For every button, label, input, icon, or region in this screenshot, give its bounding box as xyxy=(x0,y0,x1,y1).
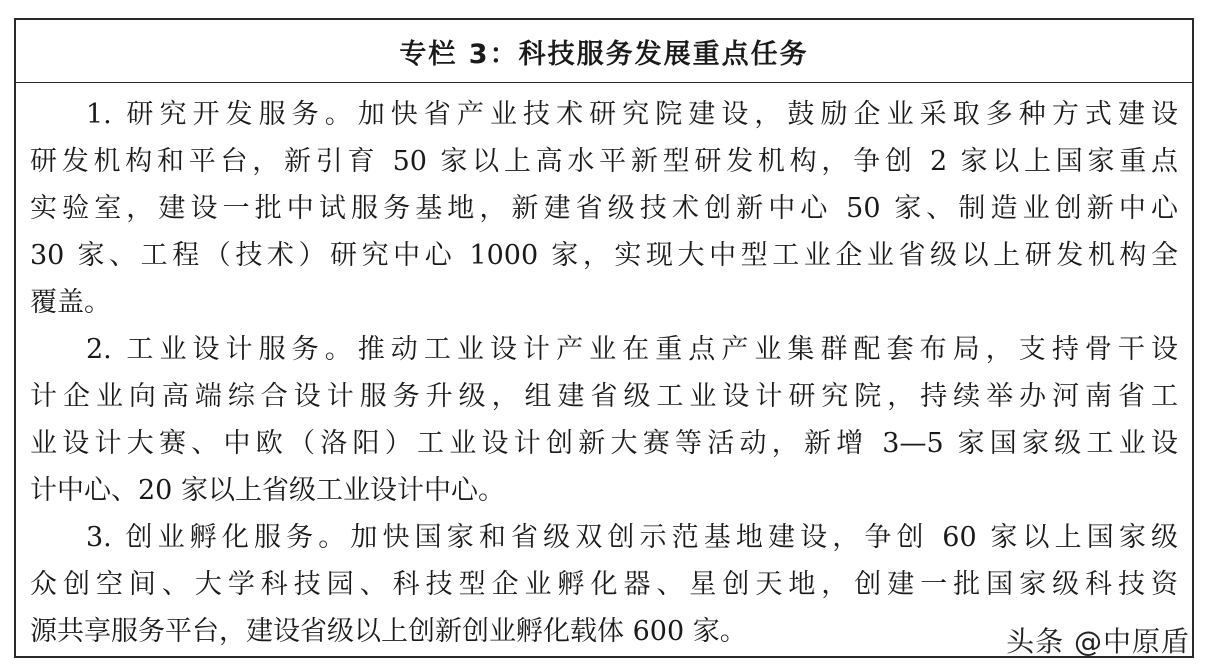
text-line: 计企业向高端综合设计服务升级，组建省级工业设计研究院，持续举办河南省工 xyxy=(30,381,1178,412)
table-title: 专栏 3：科技服务发展重点任务 xyxy=(16,20,1192,83)
paragraph xyxy=(30,91,1178,326)
text-line: 研发机构和平台，新引育 50 家以上高水平新型研发机构，争创 2 家以上国家重点 xyxy=(30,146,1178,177)
text-line: 覆盖。 xyxy=(30,287,111,318)
text-line: 2. 工业设计服务。推动工业设计产业在重点产业集群配套布局，支持骨干设 xyxy=(86,334,1178,365)
text-line: 1. 研究开发服务。加快省产业技术研究院建设，鼓励企业采取多种方式建设 xyxy=(86,99,1178,130)
text-line: 业设计大赛、中欧（洛阳）工业设计创新大赛等活动，新增 3—5 家国家级工业设 xyxy=(30,428,1178,459)
text-line: 源共享服务平台，建设省级以上创新创业孵化载体 600 家。 xyxy=(30,616,747,647)
table-body xyxy=(16,83,1192,655)
text-line: 3. 创业孵化服务。加快国家和省级双创示范基地建设，争创 60 家以上国家级 xyxy=(86,522,1178,553)
watermark: 头条 @中原盾 xyxy=(1006,625,1190,658)
text-line: 30 家、工程（技术）研究中心 1000 家，实现大中型工业企业省级以上研发机构全 xyxy=(30,240,1178,271)
text-line: 实验室，建设一批中试服务基地，新建省级技术创新中心 50 家、制造业创新中心 xyxy=(30,193,1178,224)
document-table xyxy=(14,18,1194,658)
text-line: 计中心、20 家以上省级工业设计中心。 xyxy=(30,475,505,506)
text-line: 众创空间、大学科技园、科技型企业孵化器、星创天地，创建一批国家级科技资 xyxy=(30,569,1178,600)
paragraph xyxy=(30,326,1178,514)
